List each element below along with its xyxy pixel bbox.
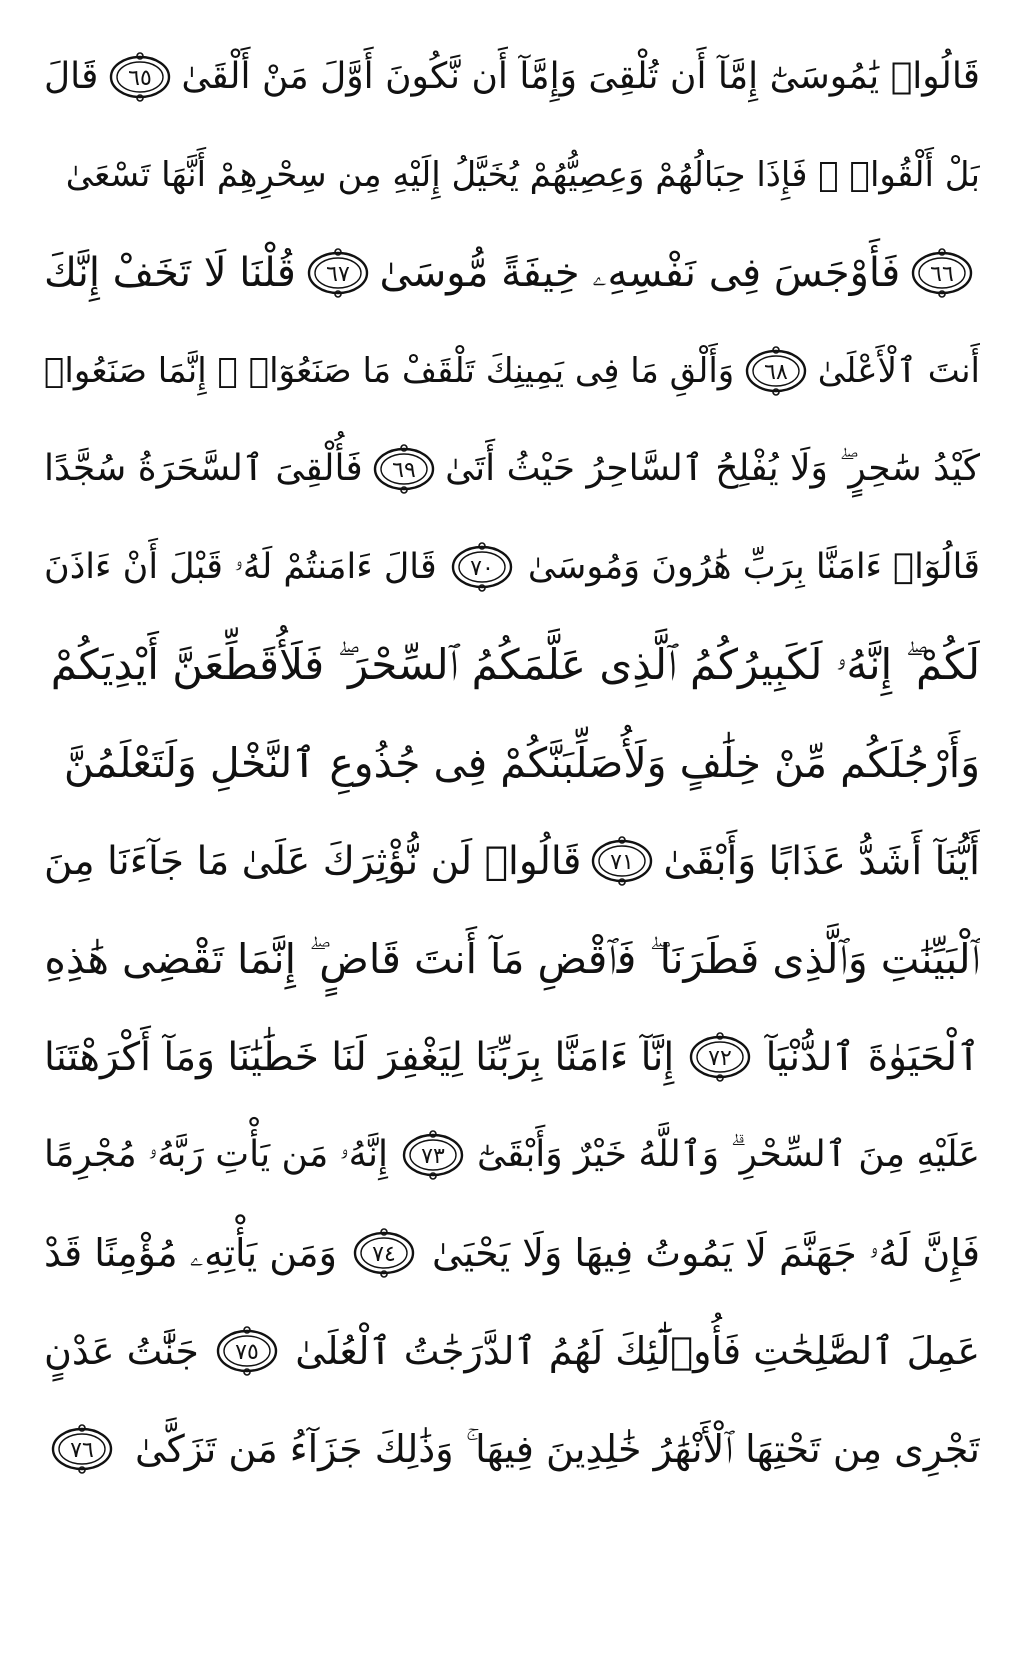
verse-text: قَالَ	[44, 56, 99, 97]
verse-text: جَنَّٰتُ عَدْنٍ	[44, 1329, 199, 1373]
verse-text: قَالُوا۟ لَن نُّؤْثِرَكَ عَلَىٰ مَا جَآءَنَا مِنَ	[44, 838, 582, 884]
ayah-ornament-icon	[215, 1326, 279, 1376]
verse-text: تَجْرِى مِن تَحْتِهَا ٱلْأَنْهَٰرُ خَٰلِدِينَ فِيهَا ۚ وَذَٰلِكَ جَزَآءُ مَن تَزَكَّىٰ	[135, 1427, 980, 1471]
ayah-ornament-icon	[306, 248, 370, 298]
ayah-number: ٦٩	[392, 458, 416, 483]
ayah-end-marker	[50, 1424, 114, 1474]
verse-line	[44, 518, 980, 616]
verse-line	[44, 1204, 980, 1302]
ayah-ornament-icon	[744, 346, 808, 396]
verse-text: إِنَّآ ءَامَنَّا بِرَبِّنَا لِيَغْفِرَ لَنَا خَطَٰيَٰنَا وَمَآ أَكْرَهْتَنَا	[44, 1034, 675, 1080]
ayah-ornament-icon	[108, 52, 172, 102]
ayah-ornament-icon	[688, 1032, 752, 1082]
ayah-ornament-icon	[590, 836, 654, 886]
ayah-end-marker	[306, 248, 370, 298]
verse-line	[44, 224, 980, 322]
verse-line	[44, 1106, 980, 1204]
ayah-end-marker	[401, 1130, 465, 1180]
ayah-end-marker	[744, 346, 808, 396]
verse-line	[44, 126, 980, 224]
ayah-end-marker	[372, 444, 436, 494]
ayah-end-marker	[688, 1032, 752, 1082]
ayah-number: ٦٧	[325, 262, 350, 287]
ayah-ornament-icon	[372, 444, 436, 494]
verse-line	[44, 28, 980, 126]
verse-line	[44, 616, 980, 714]
verse-text: عَمِلَ ٱلصَّٰلِحَٰتِ فَأُو۟لَٰٓئِكَ لَهُمُ ٱلدَّرَجَٰتُ ٱلْعُلَىٰ	[295, 1329, 980, 1373]
ayah-number: ٧٥	[235, 1340, 259, 1365]
verse-text: فَأُلْقِىَ ٱلسَّحَرَةُ سُجَّدًا	[44, 448, 363, 489]
ayah-end-marker	[590, 836, 654, 886]
ayah-number: ٧٢	[708, 1046, 732, 1071]
verse-text: فَأَوْجَسَ فِى نَفْسِهِۦ خِيفَةً مُّوسَىٰ	[379, 250, 901, 296]
ayah-ornament-icon	[910, 248, 974, 298]
verse-text: قُلْنَا لَا تَخَفْ إِنَّكَ	[44, 250, 296, 296]
verse-text: عَلَيْهِ مِنَ ٱلسِّحْرِ ۗ وَٱللَّهُ خَيْرٌ وَأَبْقَىٰٓ	[476, 1134, 980, 1175]
verse-line	[44, 714, 980, 812]
ayah-ornament-icon	[450, 542, 514, 592]
verse-text: بَلْ أَلْقُوا۟ ۖ فَإِذَا حِبَالُهُمْ وَعِصِيُّهُمْ يُخَيَّلُ إِلَيْهِ مِن سِحْرِهِمْ أَنَّهَا تَسْعَىٰ	[65, 155, 980, 195]
verse-text: فَإِنَّ لَهُۥ جَهَنَّمَ لَا يَمُوتُ فِيهَا وَلَا يَحْيَىٰ	[431, 1231, 980, 1275]
verse-text: كَيْدُ سَٰحِرٍ ۖ وَلَا يُفْلِحُ ٱلسَّاحِرُ حَيْثُ أَتَىٰ	[445, 448, 980, 489]
verse-text: قَالُوٓا۟ ءَامَنَّا بِرَبِّ هَٰرُونَ وَمُوسَىٰ	[527, 546, 980, 587]
verse-text: قَالُوا۟ يَٰمُوسَىٰٓ إِمَّآ أَن تُلْقِىَ وَإِمَّآ أَن نَّكُونَ أَوَّلَ مَنْ أَلْقَىٰ	[181, 56, 980, 97]
verse-line	[44, 1302, 980, 1400]
verse-text: أَيُّنَآ أَشَدُّ عَذَابًا وَأَبْقَىٰ	[663, 838, 980, 884]
ayah-number: ٦٦	[930, 262, 954, 287]
verse-line	[44, 1008, 980, 1106]
ayah-number: ٧٤	[372, 1242, 397, 1267]
verse-text: وَأَلْقِ مَا فِى يَمِينِكَ تَلْقَفْ مَا صَنَعُوٓا۟ ۖ إِنَّمَا صَنَعُوا۟	[44, 351, 735, 391]
verse-text: إِنَّهُۥ مَن يَأْتِ رَبَّهُۥ مُجْرِمًا	[44, 1134, 389, 1175]
ayah-end-marker	[910, 248, 974, 298]
ayah-number: ٧٦	[70, 1438, 94, 1463]
verse-text: وَأَرْجُلَكُم مِّنْ خِلَٰفٍ وَلَأُصَلِّبَنَّكُمْ فِى جُذُوعِ ٱلنَّخْلِ وَلَتَعْلَمُنَّ	[63, 738, 980, 787]
verse-line	[44, 812, 980, 910]
ayah-end-marker	[108, 52, 172, 102]
ayah-number: ٦٨	[764, 360, 788, 385]
ayah-number: ٧٠	[470, 556, 495, 581]
verse-line	[44, 1400, 980, 1498]
verse-text: قَالَ ءَامَنتُمْ لَهُۥ قَبْلَ أَنْ ءَاذَنَ	[44, 546, 437, 587]
ayah-end-marker	[215, 1326, 279, 1376]
ayah-number: ٦٥	[128, 66, 152, 91]
verse-text: أَنتَ ٱلْأَعْلَىٰ	[817, 351, 980, 391]
verse-text: ٱلْبَيِّنَٰتِ وَٱلَّذِى فَطَرَنَا ۖ فَٱقْضِ مَآ أَنتَ قَاضٍ ۖ إِنَّمَا تَقْضِى هَٰذِهِ	[44, 934, 980, 983]
ayah-number: ٧٣	[420, 1144, 445, 1169]
verse-line	[44, 322, 980, 420]
ayah-ornament-icon	[352, 1228, 416, 1278]
ayah-number: ٧١	[610, 850, 635, 875]
ayah-end-marker	[450, 542, 514, 592]
verse-line	[44, 420, 980, 518]
verse-text: لَكُمْ ۖ إِنَّهُۥ لَكَبِيرُكُمُ ٱلَّذِى عَلَّمَكُمُ ٱلسِّحْرَ ۖ فَلَأُقَطِّعَنَّ أَيْدِيَكُمْ	[50, 640, 980, 689]
ayah-ornament-icon	[401, 1130, 465, 1180]
verse-text: وَمَن يَأْتِهِۦ مُؤْمِنًا قَدْ	[44, 1231, 337, 1275]
verse-line	[44, 910, 980, 1008]
ayah-end-marker	[352, 1228, 416, 1278]
ayah-ornament-icon	[50, 1424, 114, 1474]
verse-text: ٱلْحَيَوٰةَ ٱلدُّنْيَآ	[765, 1034, 980, 1080]
